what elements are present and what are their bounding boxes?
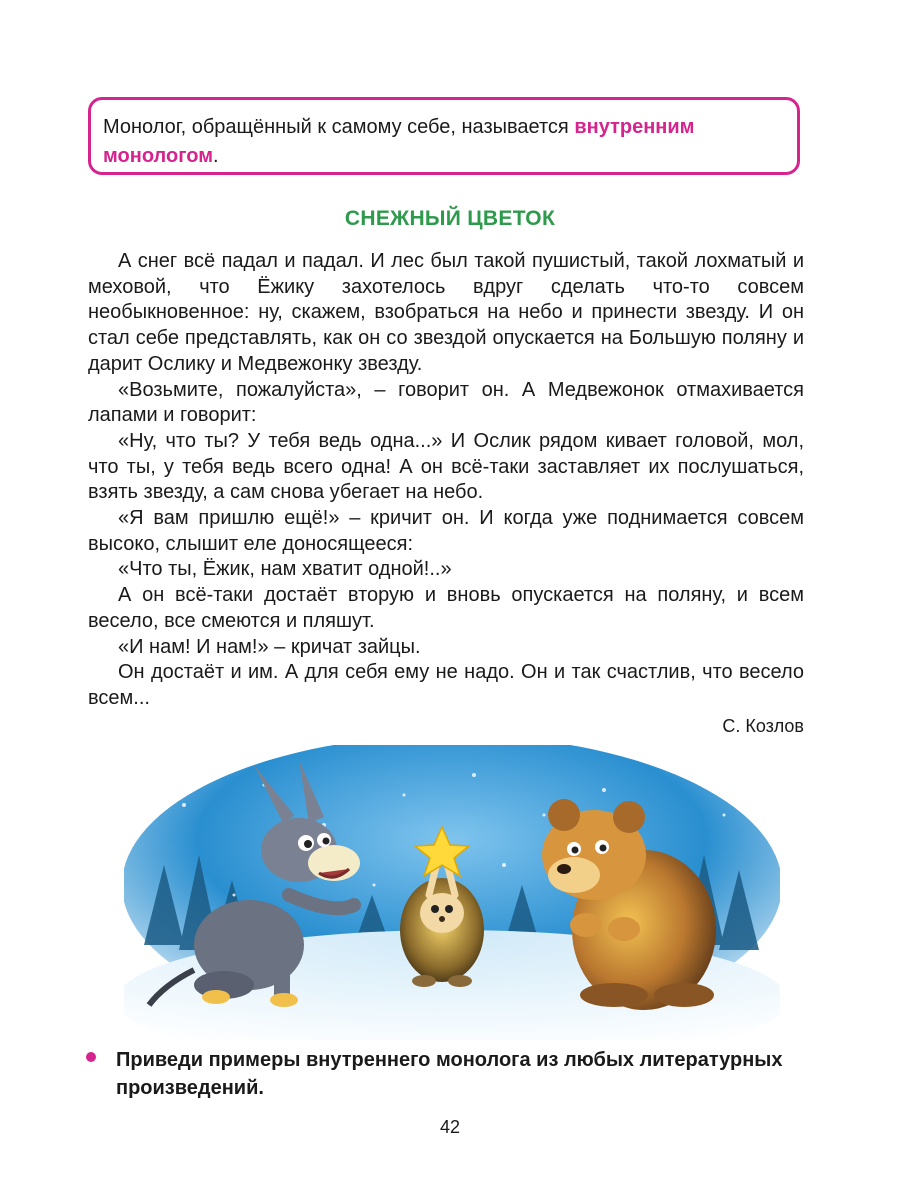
definition-text: Монолог, обращённый к самому себе, называется [103, 116, 575, 138]
story-text [88, 249, 804, 712]
story-paragraph: «Возьмите, пожалуйста», – говорит он. А Медвежонок отмахивается лапами и говорит: [88, 378, 804, 427]
story-title: СНЕЖНЫЙ ЦВЕТОК [344, 207, 556, 230]
definition-term: внутренним монологом [103, 116, 695, 167]
definition-box [88, 97, 800, 175]
story-paragraph: «Что ты, Ёжик, нам хватит одной!..» [118, 558, 452, 581]
definition-suffix: . [213, 145, 219, 167]
story-paragraph: А снег всё падал и падал. И лес был такой пушистый, такой лохматый и меховой, что Ёжику захотелось вдруг сделать что-то совсем необыкновенное: ну, скажем, взобраться на небо и принести звезду. И он стал себе представлять, как он со звездой опускается на Большую поляну и дарит Ослику и Медвежонку звезду. [88, 250, 804, 375]
story-paragraph: Он достаёт и им. А для себя ему не надо. Он и так счастлив, что весело всем... [88, 661, 804, 709]
task-prompt: Приведи примеры внутреннего монолога из любых литературных произведений. [116, 1049, 783, 1099]
story-author: С. Козлов [722, 716, 804, 736]
story-paragraph: «И нам! И нам!» – кричат зайцы. [118, 635, 421, 658]
story-paragraph: «Ну, что ты? У тебя ведь одна...» И Ослик рядом кивает головой, мол, что ты, у тебя ведь всего одна! А он всё-таки заставляет их послушаться, взять звезду, а сам снова убегает на небо. [88, 429, 804, 504]
story-paragraph: А он всё-таки достаёт вторую и вновь опускается на поляну, и всем весело, все смеются и пляшут. [88, 584, 804, 632]
winter-illustration [124, 745, 780, 1040]
story-paragraph: «Я вам пришлю ещё!» – кричит он. И когда уже поднимается совсем высоко, слышит еле доносящееся: [88, 507, 804, 555]
page-number: 42 [439, 1117, 461, 1137]
